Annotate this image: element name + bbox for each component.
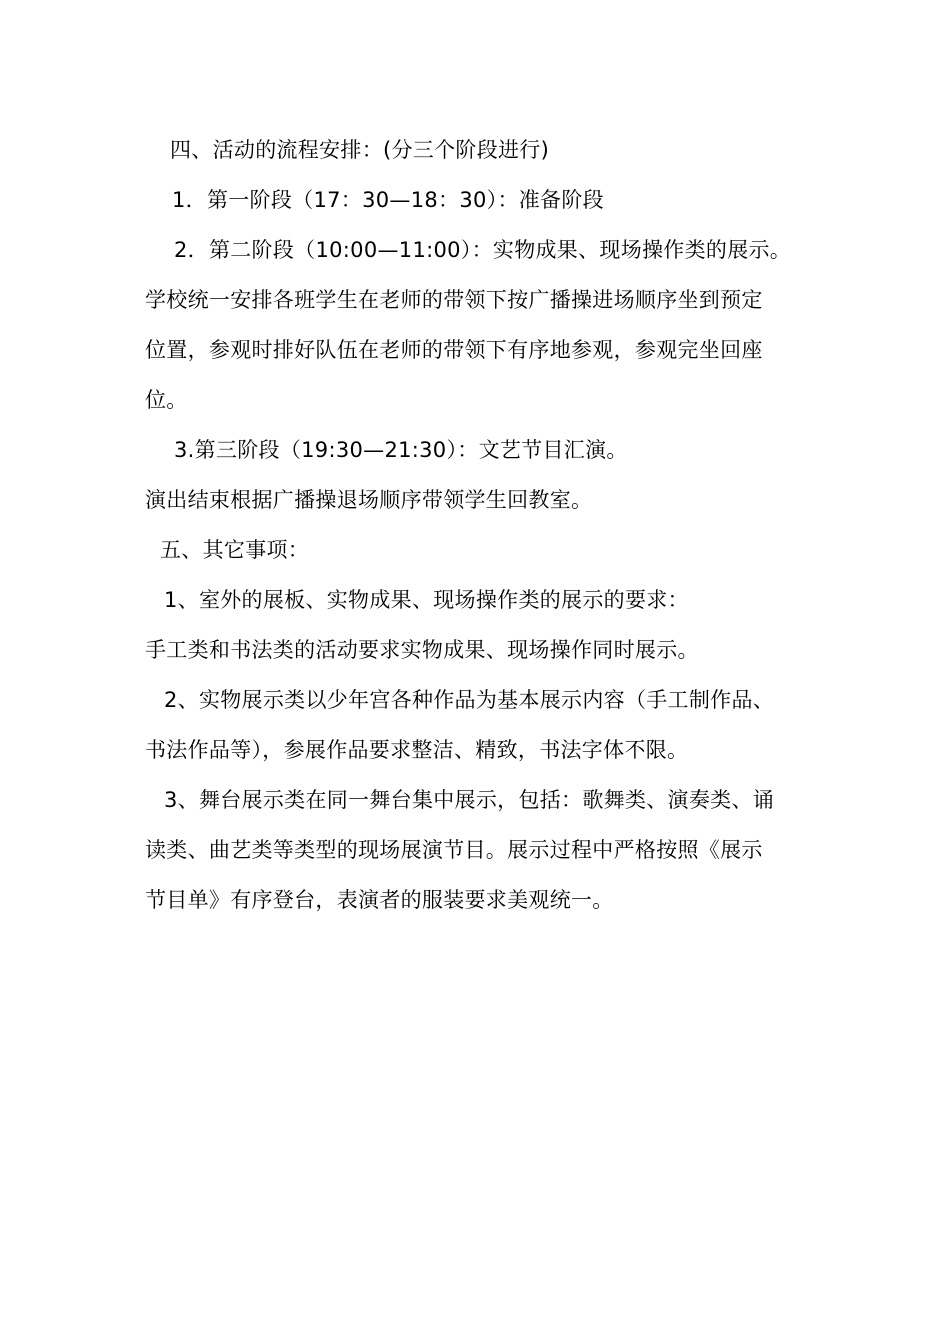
stage-3-line: 3.第三阶段（19:30—21:30）：文艺节目汇演。	[174, 438, 628, 462]
stage-1-line: 1．第一阶段（17：30—18：30）：准备阶段	[172, 188, 604, 212]
item-3-line: 3、舞台展示类在同一舞台集中展示，包括：歌舞类、演奏类、诵	[164, 788, 775, 812]
body-paragraph-line: 书法作品等），参展作品要求整洁、精致，书法字体不限。	[145, 738, 689, 762]
stage-2-line: 2．第二阶段（10:00—11:00）：实物成果、现场操作类的展示。	[174, 238, 792, 262]
body-paragraph-line: 手工类和书法类的活动要求实物成果、现场操作同时展示。	[145, 638, 699, 662]
section-heading-5: 五、其它事项：	[160, 538, 310, 562]
body-paragraph-line: 位。	[145, 388, 188, 412]
item-1-line: 1、室外的展板、实物成果、现场操作类的展示的要求：	[164, 588, 689, 612]
body-paragraph-line: 节目单》有序登台，表演者的服装要求美观统一。	[145, 888, 614, 912]
body-paragraph-line: 学校统一安排各班学生在老师的带领下按广播操进场顺序坐到预定	[145, 288, 763, 312]
section-heading-4: 四、活动的流程安排：(分三个阶段进行)	[170, 138, 550, 162]
item-2-line: 2、实物展示类以少年宫各种作品为基本展示内容（手工制作品、	[164, 688, 775, 712]
body-paragraph-line: 位置，参观时排好队伍在老师的带领下有序地参观，参观完坐回座	[145, 338, 763, 362]
body-paragraph-line: 读类、曲艺类等类型的现场展演节目。展示过程中严格按照《展示	[145, 838, 763, 862]
body-paragraph-line: 演出结束根据广播操退场顺序带领学生回教室。	[145, 488, 593, 512]
